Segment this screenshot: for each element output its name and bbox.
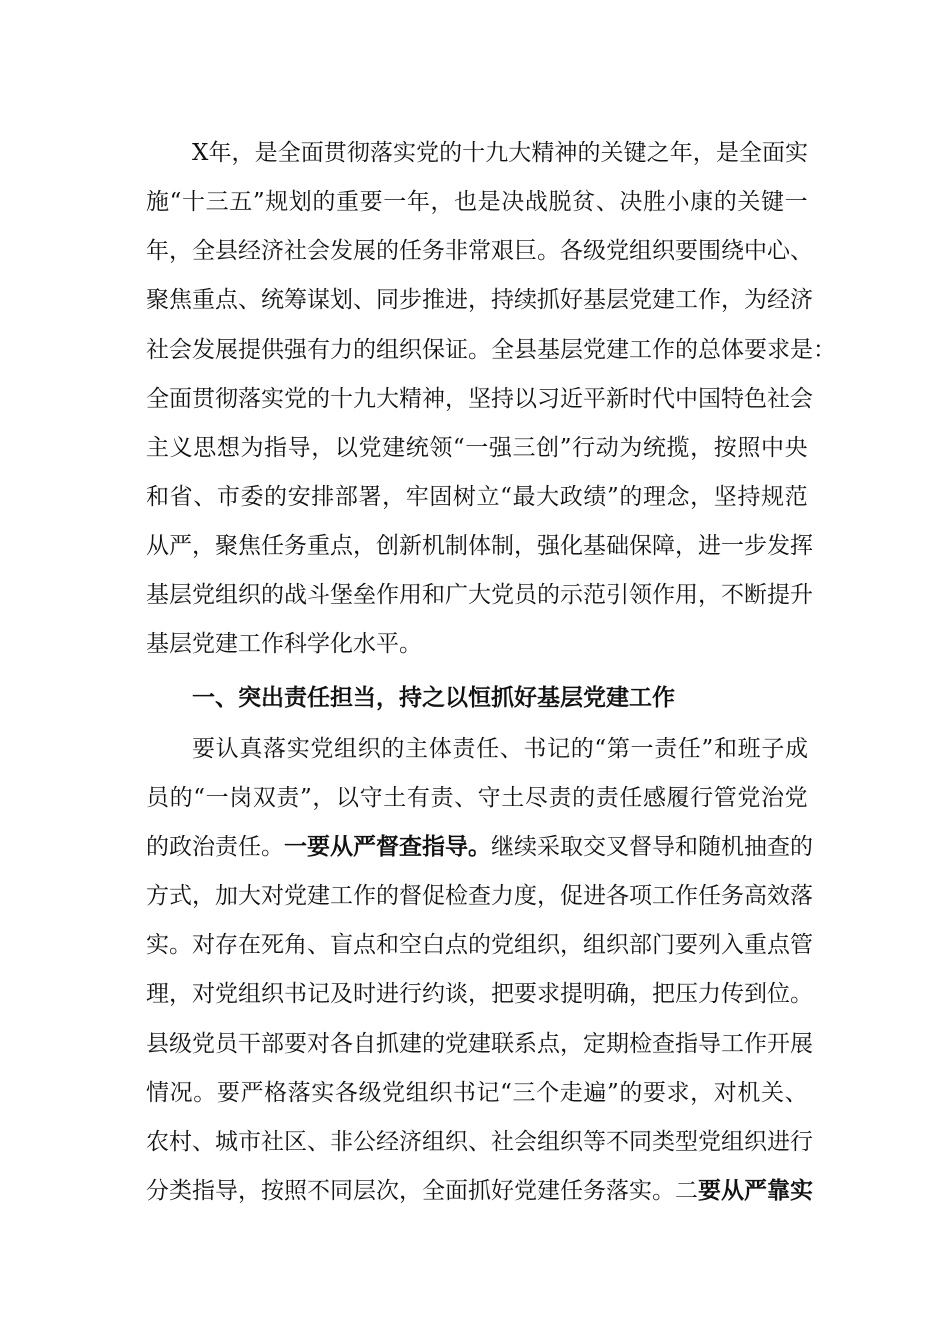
paragraph-2-line-7: 县 级 党 员 干 部 要 对 各 自 抓 建 的 党 建 联 系 点 ， 定 期 检 查 指 导 工 作 开 展 xyxy=(146,1031,813,1057)
paragraph-2-line-1: 要 认 真 落 实 党 组 织 的 主 体 责 任 、 书 记 的 “ 第 一 责 任 ” 和 班 子 成 xyxy=(192,736,808,762)
emphasis-strict-supervision: 一要从严督查指导。 xyxy=(284,834,491,860)
paragraph-2-line-9: 农 村 、 城 市 社 区 、 非 公 经 济 组 织 、 社 会 组 织 等 不 同 类 型 党 组 织 进 行 xyxy=(146,1129,813,1155)
paragraph-2-line-3-text: 的政治责任。 xyxy=(146,834,284,860)
section-heading-1: 一、突出责任担当，持之以恒抓好基层党建工作 xyxy=(192,685,675,711)
paragraph-2-line-2: 员 的 “ 一 岗 双 责 ” ， 以 守 土 有 责 、 守 土 尽 责 的 责 任 感 履 行 管 党 治 党 xyxy=(146,785,808,811)
paragraph-2-line-3 xyxy=(146,832,813,862)
paragraph-1-line-2: 施 “ 十 三 五 ” 规 划 的 重 要 一 年 ， 也 是 决 战 脱 贫 、 决 胜 小 康 的 关 键 一 xyxy=(146,189,808,215)
paragraph-1-line-1: X 年 ， 是 全 面 贯 彻 落 实 党 的 十 九 大 精 神 的 关 键 之 年 ， 是 全 面 实 xyxy=(192,140,808,166)
paragraph-2-line-3-rest: 继续采取交叉督导和随机抽查的 xyxy=(491,834,813,860)
paragraph-2-line-10 xyxy=(146,1176,813,1206)
paragraph-1-line-5: 社 会 发 展 提 供 强 有 力 的 组 织 保 证 。 全 县 基 层 党 建 工 作 的 总 体 要 求 是 ： xyxy=(146,337,836,363)
paragraph-1-line-4: 聚 焦 重 点 、 统 筹 谋 划 、 同 步 推 进 ， 持 续 抓 好 基 层 党 建 工 作 ， 为 经 济 xyxy=(146,287,813,313)
paragraph-2-line-8: 情 况 。 要 严 格 落 实 各 级 党 组 织 书 记 “ 三 个 走 遍 ” 的 要 求 ， 对 机 关 、 xyxy=(146,1080,808,1106)
paragraph-1-line-8: 和 省 、 市 委 的 安 排 部 署 ， 牢 固 树 立 “ 最 大 政 绩 ” 的 理 念 ， 坚 持 规 范 xyxy=(146,484,808,510)
paragraph-2-line-6: 理 ， 对 党 组 织 书 记 及 时 进 行 约 谈 ， 把 要 求 提 明 确 ， 把 压 力 传 到 位 。 xyxy=(146,981,813,1007)
paragraph-1-line-11: 基层党建工作科学化水平。 xyxy=(146,631,422,657)
emphasis-strict-reliance: 要从严靠实 xyxy=(698,1178,813,1204)
paragraph-2-line-4: 方 式 ， 加 大 对 党 建 工 作 的 督 促 检 查 力 度 ， 促 进 各 项 工 作 任 务 高 效 落 xyxy=(146,883,813,909)
paragraph-1-line-7: 主 义 思 想 为 指 导 ， 以 党 建 统 领 “ 一 强 三 创 ” 行 动 为 统 揽 ， 按 照 中 央 xyxy=(146,435,808,461)
paragraph-1-line-10: 基 层 党 组 织 的 战 斗 堡 垒 作 用 和 广 大 党 员 的 示 范 引 领 作 用 ， 不 断 提 升 xyxy=(146,582,813,608)
paragraph-2-line-5: 实 。 对 存 在 死 角 、 盲 点 和 空 白 点 的 党 组 织 ， 组 织 部 门 要 列 入 重 点 管 xyxy=(146,932,813,958)
paragraph-1-line-3: 年 ， 全 县 经 济 社 会 发 展 的 任 务 非 常 艰 巨 。 各 级 党 组 织 要 围 绕 中 心 、 xyxy=(146,238,813,264)
paragraph-2-line-10-text: 分类指导，按照不同层次，全面抓好党建任务落实。二 xyxy=(146,1178,698,1204)
paragraph-1-line-9: 从 严 ， 聚 焦 任 务 重 点 ， 创 新 机 制 体 制 ， 强 化 基 础 保 障 ， 进 一 步 发 挥 xyxy=(146,533,813,559)
paragraph-1-line-6: 全 面 贯 彻 落 实 党 的 十 九 大 精 神 ， 坚 持 以 习 近 平 新 时 代 中 国 特 色 社 会 xyxy=(146,386,813,412)
